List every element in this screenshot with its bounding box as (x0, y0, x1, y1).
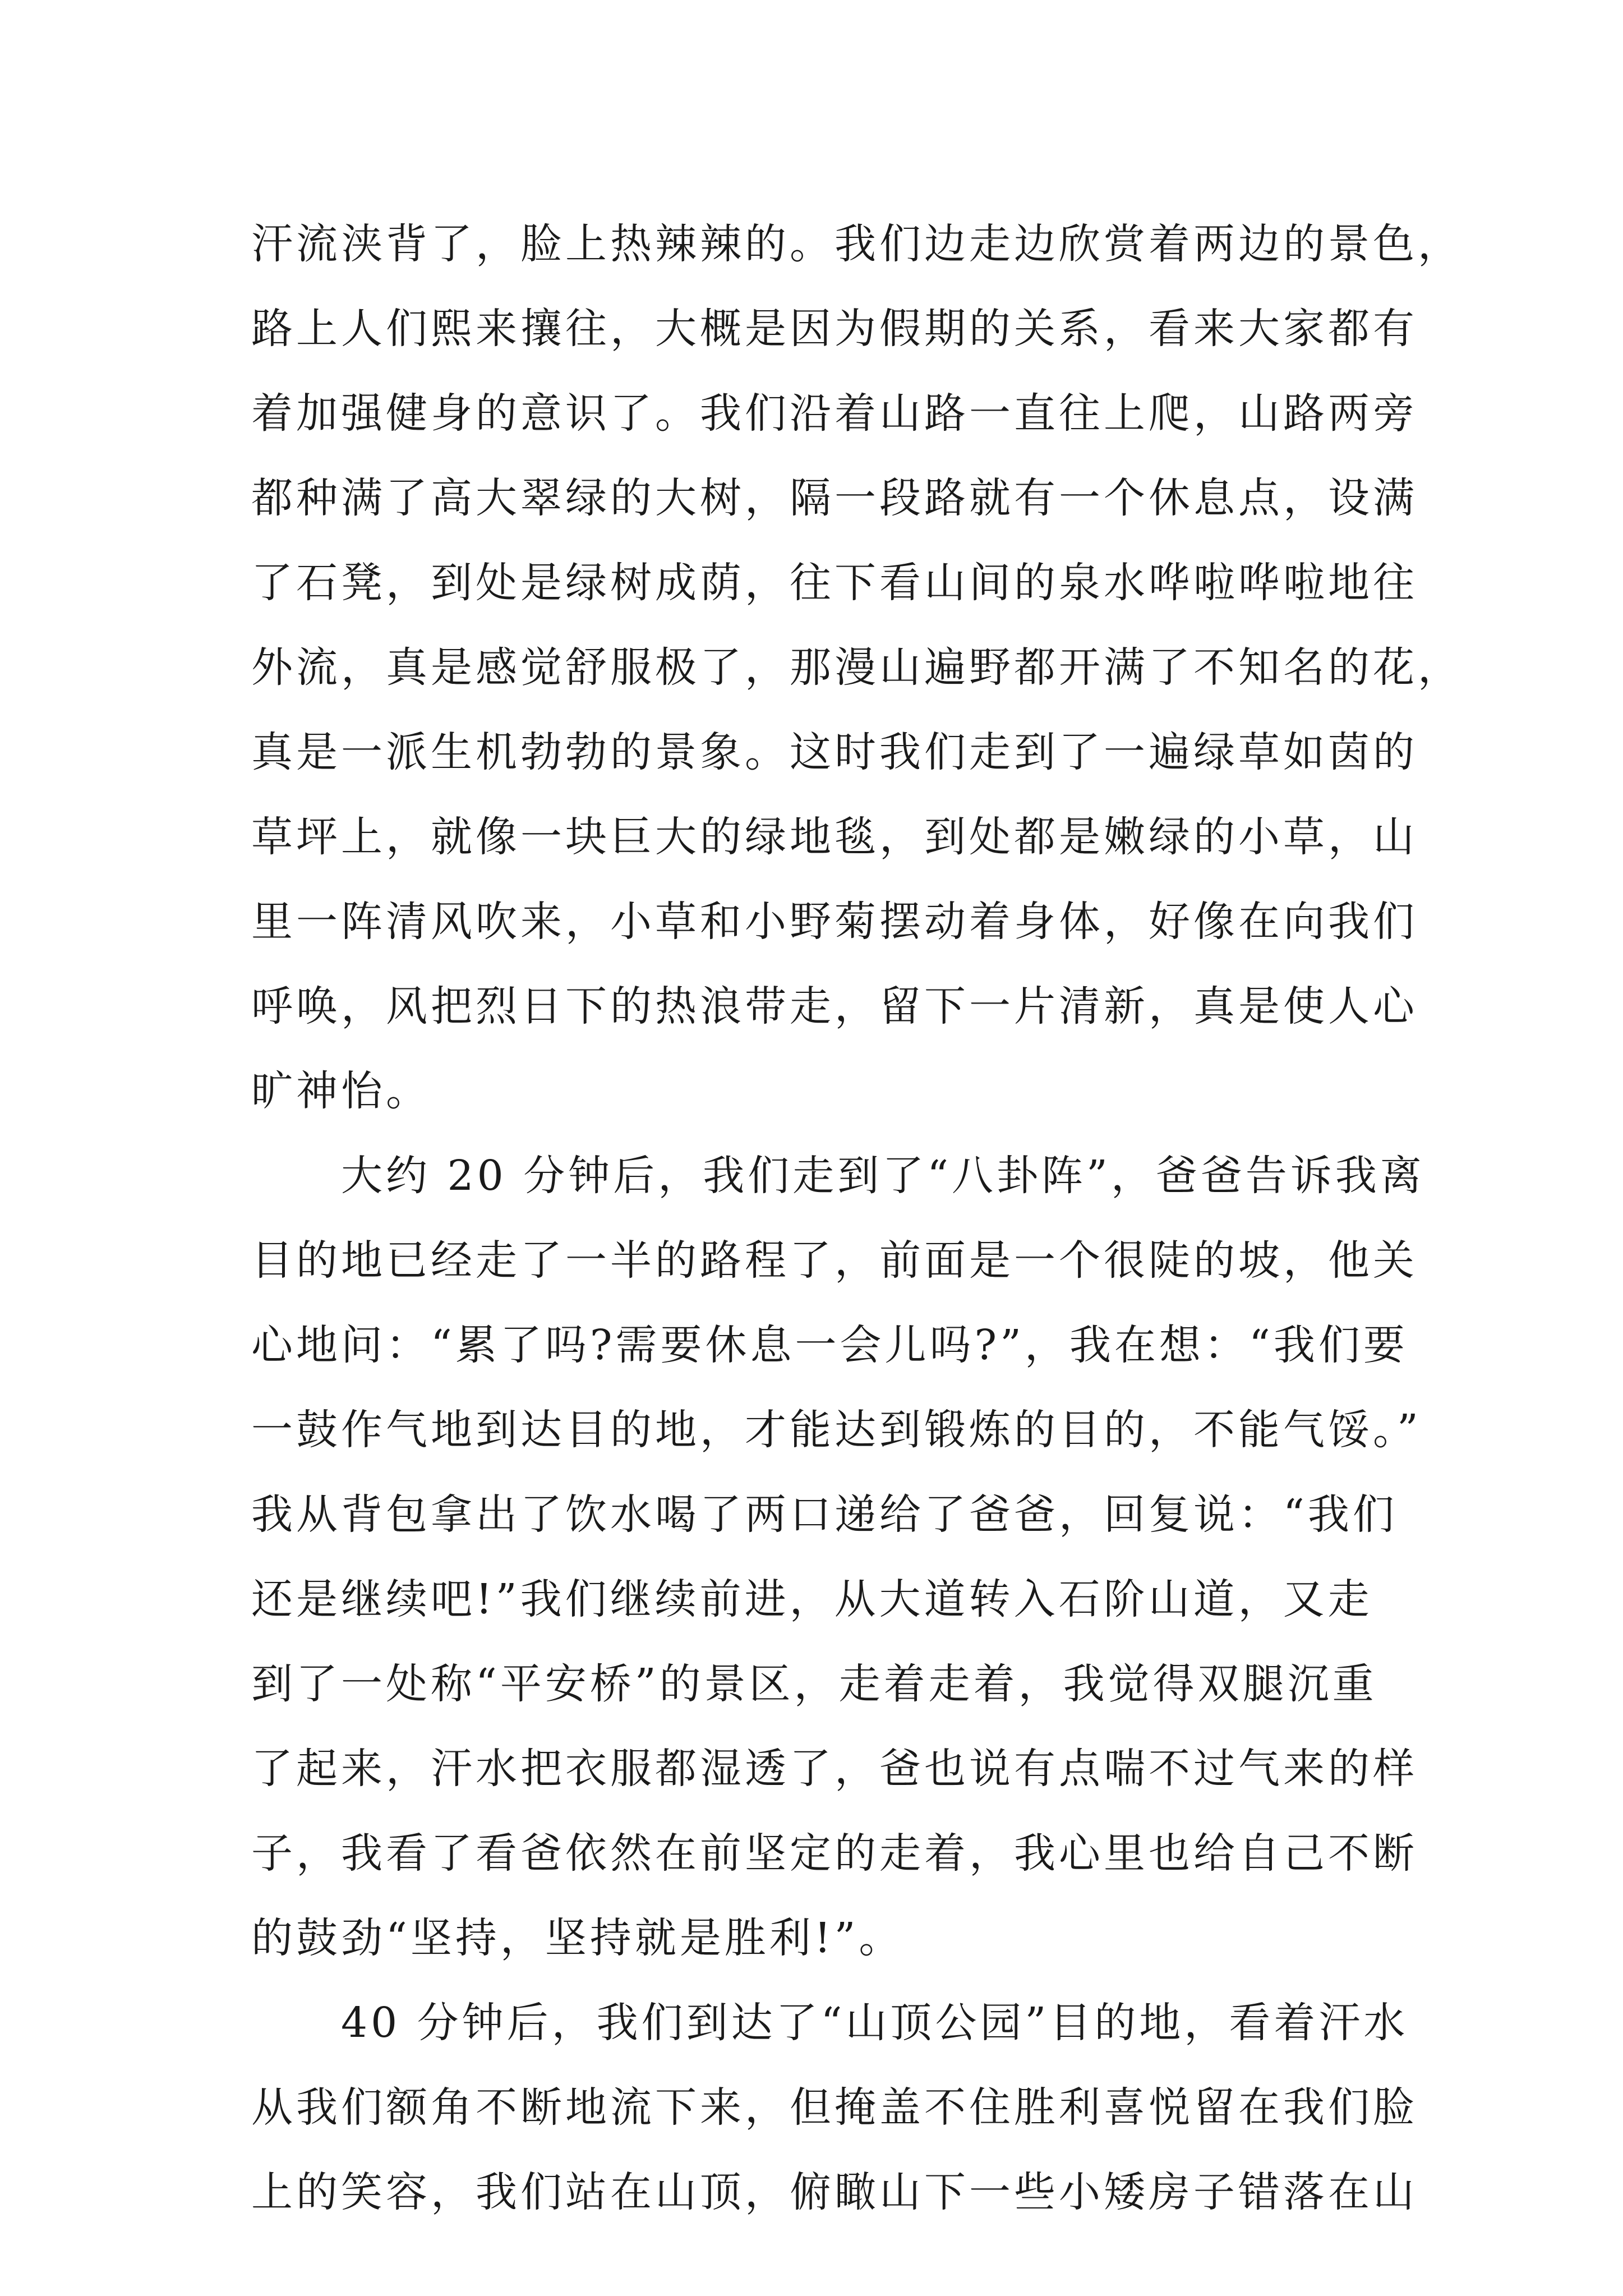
text-line: 真是一派生机勃勃的景象。这时我们走到了一遍绿草如茵的 (251, 728, 1418, 776)
text-line: 了石凳，到处是绿树成荫，往下看山间的泉水哗啦哗啦地往 (251, 559, 1418, 607)
text-line: 还是继续吧!”我们继续前进，从大道转入石阶山道，又走 (251, 1575, 1373, 1623)
text-line: 大约 20 分钟后，我们走到了“八卦阵”，爸爸告诉我离 (341, 1152, 1425, 1200)
text-line: 旷神怡。 (251, 1067, 431, 1115)
text-line: 草坪上，就像一块巨大的绿地毯，到处都是嫩绿的小草，山 (251, 813, 1418, 861)
text-line: 都种满了高大翠绿的大树，隔一段路就有一个休息点，设满 (251, 474, 1418, 522)
text-line: 的鼓劲“坚持，坚持就是胜利!”。 (251, 1914, 904, 1962)
paragraph-2 (251, 1134, 1425, 1981)
text-line: 40 分钟后，我们到达了“山顶公园”目的地，看着汗水 (341, 1999, 1409, 2047)
text-line: 心地问：“累了吗?需要休息一会儿吗?”，我在想：“我们要 (251, 1321, 1408, 1369)
text-line: 目的地已经走了一半的路程了，前面是一个很陡的坡，他关 (251, 1236, 1418, 1285)
body-text (251, 202, 1463, 2235)
text-line: 子，我看了看爸依然在前坚定的走着，我心里也给自己不断 (251, 1829, 1418, 1878)
text-line: 一鼓作气地到达目的地，才能达到锻炼的目的，不能气馁。” (251, 1406, 1422, 1454)
text-line: 汗流浃背了，脸上热辣辣的。我们边走边欣赏着两边的景色， (251, 220, 1463, 268)
text-line: 上的笑容，我们站在山顶，俯瞰山下一些小矮房子错落在山 (251, 2168, 1418, 2216)
text-line: 我从背包拿出了饮水喝了两口递给了爸爸，回复说：“我们 (251, 1490, 1398, 1539)
paragraph-1 (251, 202, 1463, 1134)
text-line: 里一阵清风吹来，小草和小野菊摆动着身体，好像在向我们 (251, 898, 1418, 946)
text-line: 了起来，汗水把衣服都湿透了，爸也说有点喘不过气来的样 (251, 1745, 1418, 1793)
paragraph-3 (251, 1981, 1418, 2235)
text-line: 从我们额角不断地流下来，但掩盖不住胜利喜悦留在我们脸 (251, 2083, 1418, 2132)
text-line: 到了一处称“平安桥”的景区，走着走着，我觉得双腿沉重 (251, 1660, 1377, 1708)
text-line: 外流，真是感觉舒服极了，那漫山遍野都开满了不知名的花， (251, 643, 1463, 692)
text-line: 路上人们熙来攘往，大概是因为假期的关系，看来大家都有 (251, 305, 1418, 353)
text-line: 呼唤，风把烈日下的热浪带走，留下一片清新，真是使人心 (251, 982, 1418, 1030)
text-line: 着加强健身的意识了。我们沿着山路一直往上爬，山路两旁 (251, 389, 1418, 438)
